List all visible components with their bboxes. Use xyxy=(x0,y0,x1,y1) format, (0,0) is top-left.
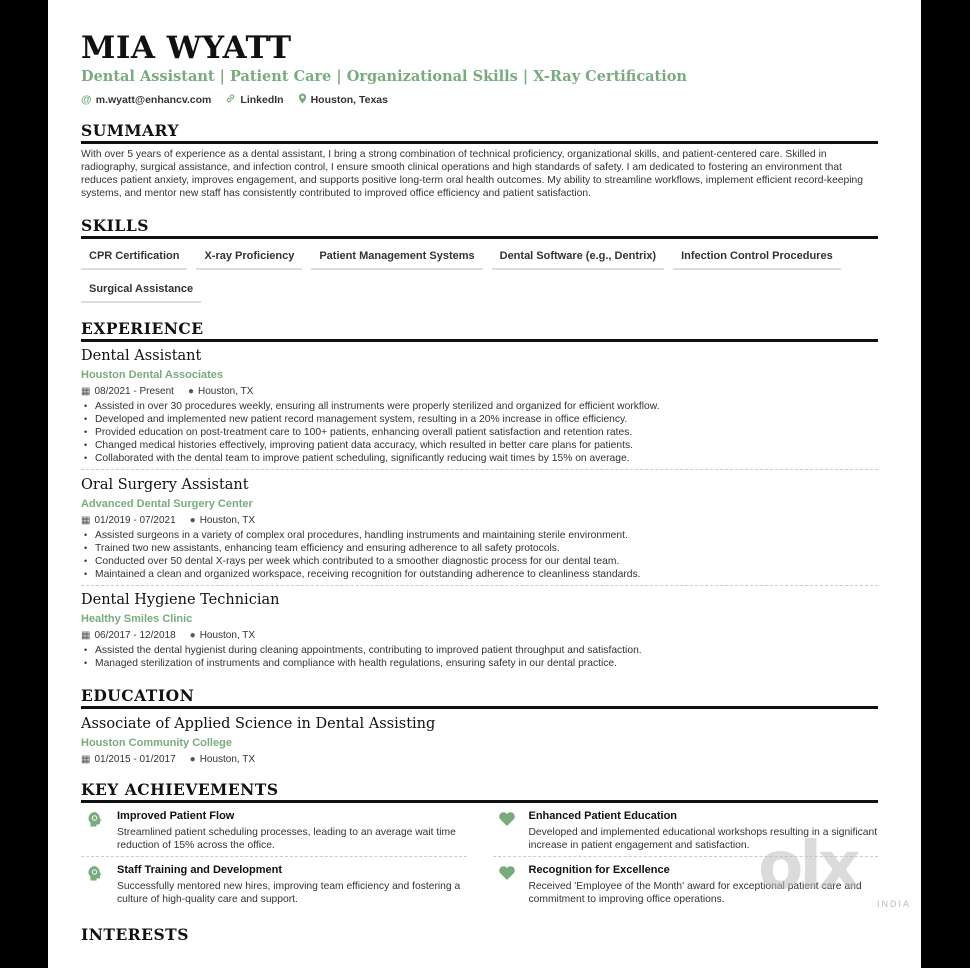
location-pin-icon xyxy=(298,93,307,107)
skill-tag: CPR Certification xyxy=(81,245,187,270)
location-pin-icon: ● xyxy=(189,630,196,641)
candidate-tagline: Dental Assistant | Patient Care | Organizational Skills | X-Ray Certification xyxy=(81,68,687,85)
achievement-item xyxy=(493,856,879,910)
job-bullet: • Maintained a clean and organized workspace, receiving recognition for outstanding adherence to cleanliness standards. xyxy=(81,568,878,581)
interests-section xyxy=(81,925,878,945)
job-dates: ▦ 08/2021 - Present xyxy=(81,386,174,397)
location-pin-icon: ● xyxy=(187,386,194,397)
job-meta xyxy=(81,629,878,642)
job-bullet: • Trained two new assistants, enhancing team efficiency and ensuring adherence to all safety protocols. xyxy=(81,542,878,555)
job-meta xyxy=(81,514,878,527)
skill-tag: Dental Software (e.g., Dentrix) xyxy=(492,245,664,270)
summary-text: With over 5 years of experience as a dental assistant, I bring a strong combination of technical proficiency, organizational skills, and patient-centered care. Skilled in radiography, surgical assistance, and infection control, I ensure smooth clinical operations and high standards of safety. I am dedicated to fostering an environment that reduces patient anxiety, improves engagement, and supports positive long-term oral health outcomes. My ability to streamline workflows, implement efficient record-keeping systems, and mentor new staff has consistently contributed to improved office efficiency and patient satisfaction. xyxy=(81,149,863,199)
achievement-title: Recognition for Excellence xyxy=(528,864,670,876)
job-dates: ▦ 01/2019 - 07/2021 xyxy=(81,515,176,526)
education-dates: ▦ 01/2015 - 01/2017 xyxy=(81,754,176,765)
resume-content xyxy=(81,30,878,945)
job-dates: ▦ 06/2017 - 12/2018 xyxy=(81,630,176,641)
contact-linkedin[interactable] xyxy=(225,93,283,107)
education-meta xyxy=(81,753,878,766)
achievement-desc: Received 'Employee of the Month' award for exceptional patient care and commitment to improving office operations. xyxy=(528,881,862,905)
calendar-icon: ▦ xyxy=(81,386,91,397)
job-bullets xyxy=(81,400,878,465)
job-bullet: • Developed and implemented new patient record management system, resulting in a 20% increase in office efficiency. xyxy=(81,413,878,426)
section-title-interests: INTERESTS xyxy=(81,925,189,944)
contact-location-text: Houston, Texas xyxy=(310,94,388,106)
location-pin-icon: ● xyxy=(189,515,196,526)
skills-list xyxy=(81,245,878,311)
job-entry xyxy=(81,476,878,586)
job-meta xyxy=(81,385,878,398)
location-pin-icon: ● xyxy=(189,754,196,765)
skill-tag: Surgical Assistance xyxy=(81,278,201,303)
job-company: Healthy Smiles Clinic xyxy=(81,613,193,625)
head-brain-icon xyxy=(81,809,109,852)
job-bullet: • Assisted the dental hygienist during cleaning appointments, contributing to improved patient throughput and satisfaction. xyxy=(81,644,878,657)
job-company: Houston Dental Associates xyxy=(81,369,224,381)
contact-email-text: m.wyatt@enhancv.com xyxy=(95,94,212,106)
calendar-icon: ▦ xyxy=(81,515,91,526)
achievement-item xyxy=(81,856,467,910)
section-title-experience: EXPERIENCE xyxy=(81,319,878,342)
job-title: Dental Assistant xyxy=(81,348,202,364)
resume-page xyxy=(48,0,921,968)
education-entry xyxy=(81,715,878,766)
job-bullet: • Changed medical histories effectively, improving patient data accuracy, which resulted in better care plans for patients. xyxy=(81,439,878,452)
job-location: ● Houston, TX xyxy=(189,515,256,526)
head-brain-icon xyxy=(81,863,109,906)
job-bullets xyxy=(81,529,878,581)
education-location: ● Houston, TX xyxy=(189,754,256,765)
experience-section xyxy=(81,319,878,670)
achievements-section xyxy=(81,780,878,910)
achievement-desc: Developed and implemented educational workshops resulting in a significant increase in patient engagement and satisfaction. xyxy=(528,827,878,851)
education-section xyxy=(81,686,878,766)
achievement-item xyxy=(81,809,467,856)
job-bullet: • Assisted in over 30 procedures weekly, ensuring all instruments were properly sterilized and organized for efficient workflow. xyxy=(81,400,878,413)
contact-email[interactable] xyxy=(81,94,211,106)
job-entry xyxy=(81,347,878,470)
achievement-desc: Streamlined patient scheduling processes, leading to an average wait time reduction of 15% across the office. xyxy=(117,827,456,851)
skills-section xyxy=(81,216,878,311)
olx-watermark: olx xyxy=(758,827,857,904)
achievement-title: Staff Training and Development xyxy=(117,864,283,876)
job-bullet: • Assisted surgeons in a variety of complex oral procedures, handling instruments and maintaining sterile environment. xyxy=(81,529,878,542)
divider xyxy=(81,585,878,586)
at-icon: @ xyxy=(81,94,92,106)
contact-row xyxy=(81,92,878,108)
olx-watermark-sub: INDIA xyxy=(877,899,912,909)
contact-location xyxy=(298,93,388,107)
job-bullet: • Provided education on post-treatment care to 100+ patients, enhancing overall patient satisfaction and retention rates. xyxy=(81,426,878,439)
job-bullets xyxy=(81,644,878,670)
job-location: ● Houston, TX xyxy=(187,386,254,397)
job-title: Oral Surgery Assistant xyxy=(81,477,249,493)
achievement-title: Enhanced Patient Education xyxy=(528,810,678,822)
achievement-title: Improved Patient Flow xyxy=(117,810,235,822)
calendar-icon: ▦ xyxy=(81,630,91,641)
candidate-name: MIA WYATT xyxy=(81,30,292,66)
heart-icon xyxy=(493,809,521,852)
degree-title: Associate of Applied Science in Dental Assisting xyxy=(81,716,436,732)
achievement-desc: Successfully mentored new hires, improving team efficiency and fostering a culture of high-quality care and support. xyxy=(117,881,461,905)
achievement-item xyxy=(493,809,879,856)
job-bullet: • Collaborated with the dental team to improve patient scheduling, significantly reducing wait times by 15% on average. xyxy=(81,452,878,465)
section-title-education: EDUCATION xyxy=(81,686,878,709)
calendar-icon: ▦ xyxy=(81,754,91,765)
skill-tag: X-ray Proficiency xyxy=(196,245,302,270)
job-location: ● Houston, TX xyxy=(189,630,256,641)
job-bullet: • Managed sterilization of instruments and compliance with health regulations, ensuring safety in our dental practice. xyxy=(81,657,878,670)
achievements-grid xyxy=(81,809,878,910)
job-bullet: • Conducted over 50 dental X-rays per week which contributed to a smoother diagnostic process for our dental team. xyxy=(81,555,878,568)
link-icon xyxy=(225,93,236,107)
section-title-skills: SKILLS xyxy=(81,216,878,239)
skill-tag: Patient Management Systems xyxy=(311,245,482,270)
summary-section xyxy=(81,121,878,200)
section-title-summary: SUMMARY xyxy=(81,121,878,144)
skill-tag: Infection Control Procedures xyxy=(673,245,841,270)
job-company: Advanced Dental Surgery Center xyxy=(81,498,253,510)
contact-linkedin-text: LinkedIn xyxy=(240,94,284,106)
heart-icon xyxy=(493,863,521,906)
section-title-achievements: KEY ACHIEVEMENTS xyxy=(81,780,878,803)
divider xyxy=(81,469,878,470)
job-entry xyxy=(81,591,878,670)
school-name: Houston Community College xyxy=(81,737,232,749)
job-title: Dental Hygiene Technician xyxy=(81,592,280,608)
